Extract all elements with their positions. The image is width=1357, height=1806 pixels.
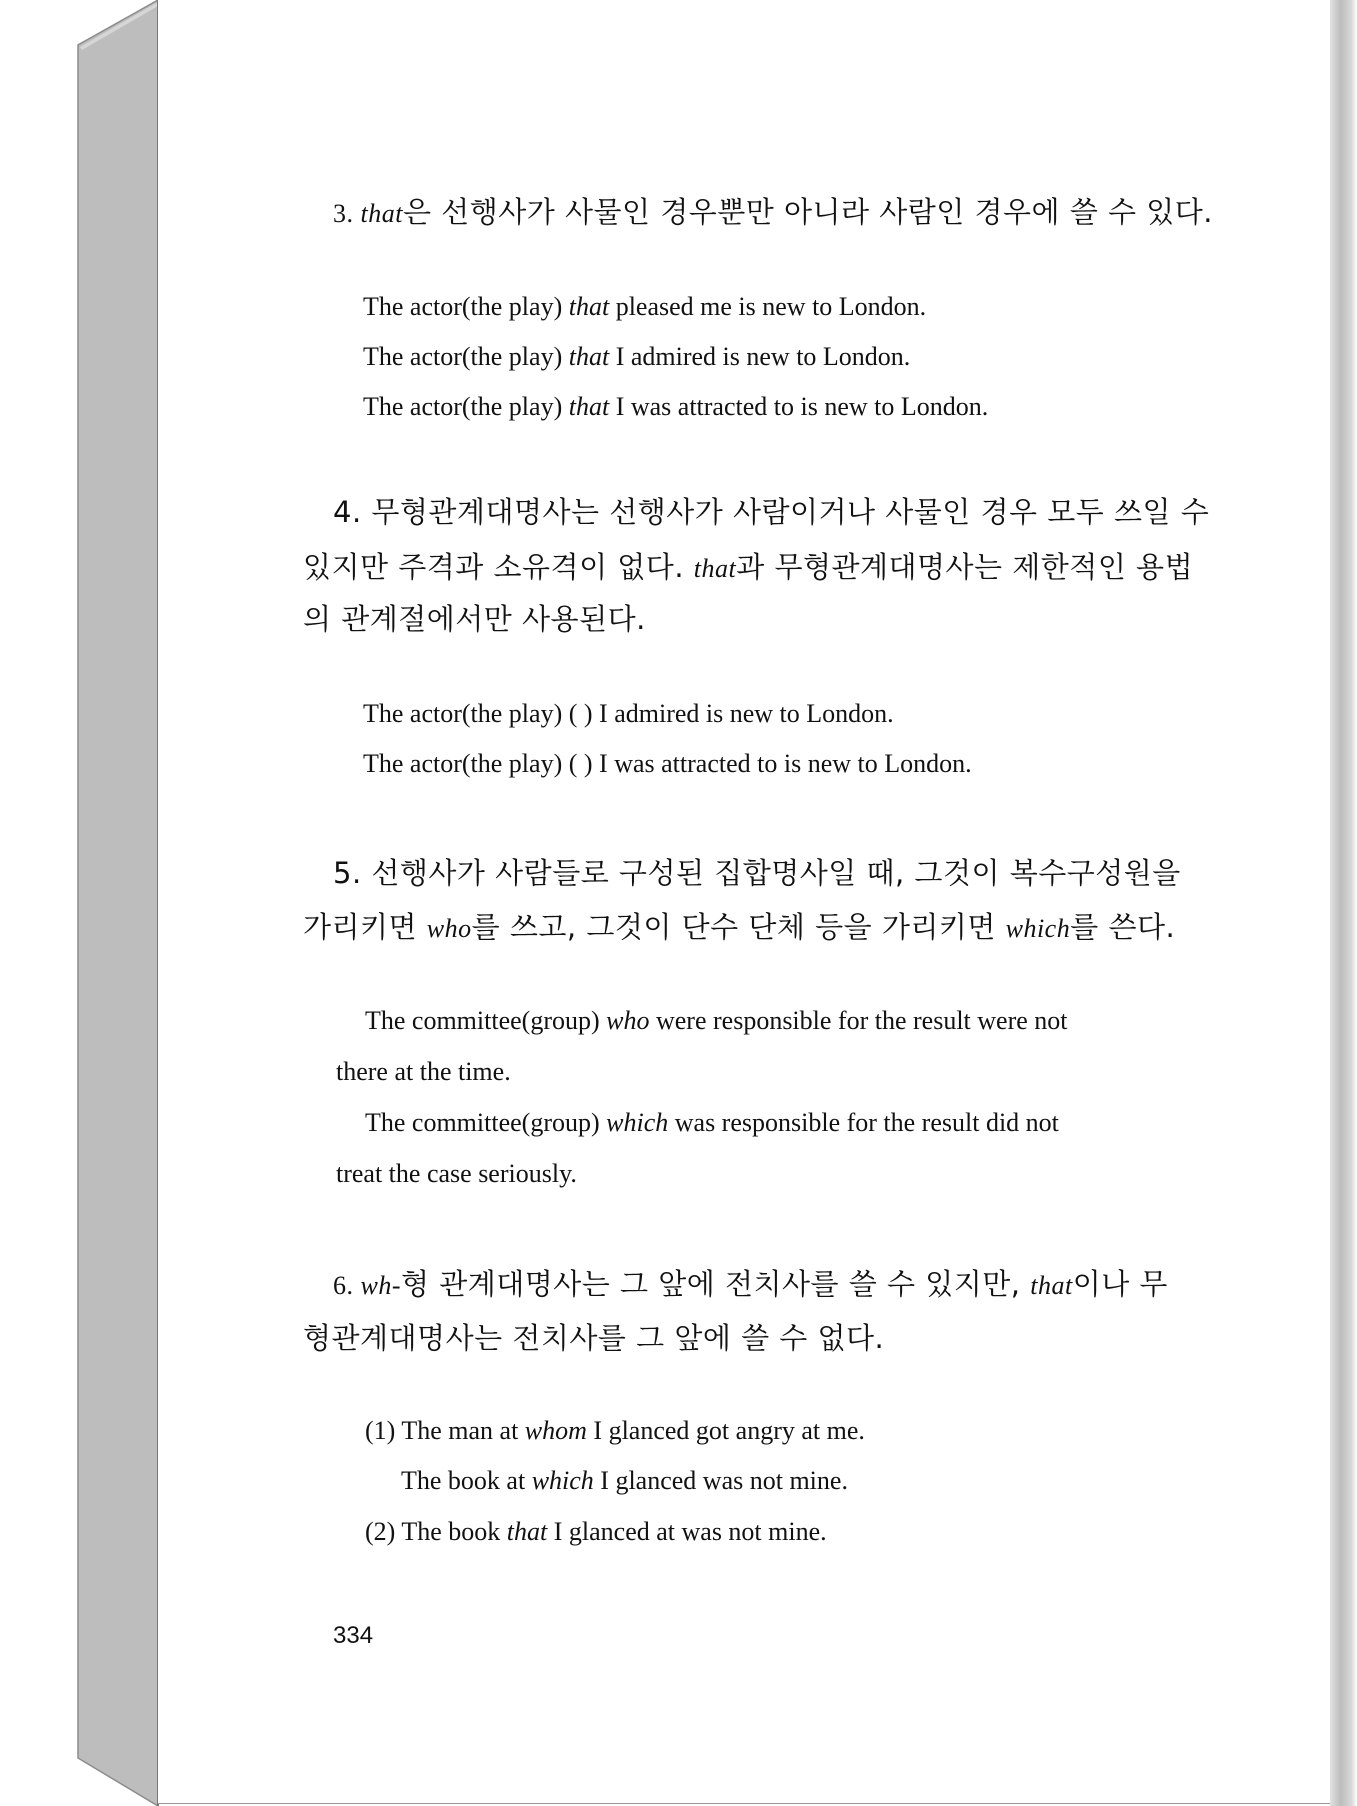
example-line: The actor(the play) ( ) I was attracted to is new to London. xyxy=(363,749,972,778)
example-line: The actor(the play) that I was attracted to is new to London. xyxy=(363,392,989,421)
section-3-heading: 3. that은 선행사가 사물인 경우뿐만 아니라 사람인 경우에 쓸 수 있다. xyxy=(333,195,1213,229)
section-4-text: 의 관계절에서만 사용된다. xyxy=(303,602,646,636)
example-line: (2) The book that I glanced at was not mine. xyxy=(365,1517,827,1546)
example-line: The book at which I glanced was not mine. xyxy=(401,1466,848,1495)
example-line: The actor(the play) ( ) I admired is new to London. xyxy=(363,699,894,728)
section-6-text: 형관계대명사는 전치사를 그 앞에 쓸 수 없다. xyxy=(303,1321,885,1355)
example-line: (1) The man at whom I glanced got angry at me. xyxy=(365,1416,865,1445)
section-4-text: 있지만 주격과 소유격이 없다. that과 무형관계대명사는 제한적인 용법 xyxy=(303,550,1194,584)
section-4-heading: 4. 무형관계대명사는 선행사가 사람이거나 사물인 경우 모두 쓰일 수 xyxy=(333,495,1210,529)
example-line: The committee(group) which was responsible for the result did not xyxy=(365,1108,1059,1137)
example-line: The committee(group) who were responsible for the result were not xyxy=(365,1006,1068,1035)
section-5-text: 가리키면 who를 쓰고, 그것이 단수 단체 등을 가리키면 which를 쓴다. xyxy=(303,910,1176,944)
section-6-heading: 6. wh-형 관계대명사는 그 앞에 전치사를 쓸 수 있지만, that이나 무 xyxy=(333,1267,1168,1301)
example-line: treat the case seriously. xyxy=(336,1159,577,1188)
page-number: 334 xyxy=(333,1622,374,1649)
section-5-heading: 5. 선행사가 사람들로 구성된 집합명사일 때, 그것이 복수구성원을 xyxy=(333,856,1181,890)
example-line: The actor(the play) that I admired is new to London. xyxy=(363,342,911,371)
example-line: The actor(the play) that pleased me is new to London. xyxy=(363,292,927,321)
example-line: there at the time. xyxy=(336,1057,511,1086)
page-edge-shadow xyxy=(1330,0,1357,1806)
